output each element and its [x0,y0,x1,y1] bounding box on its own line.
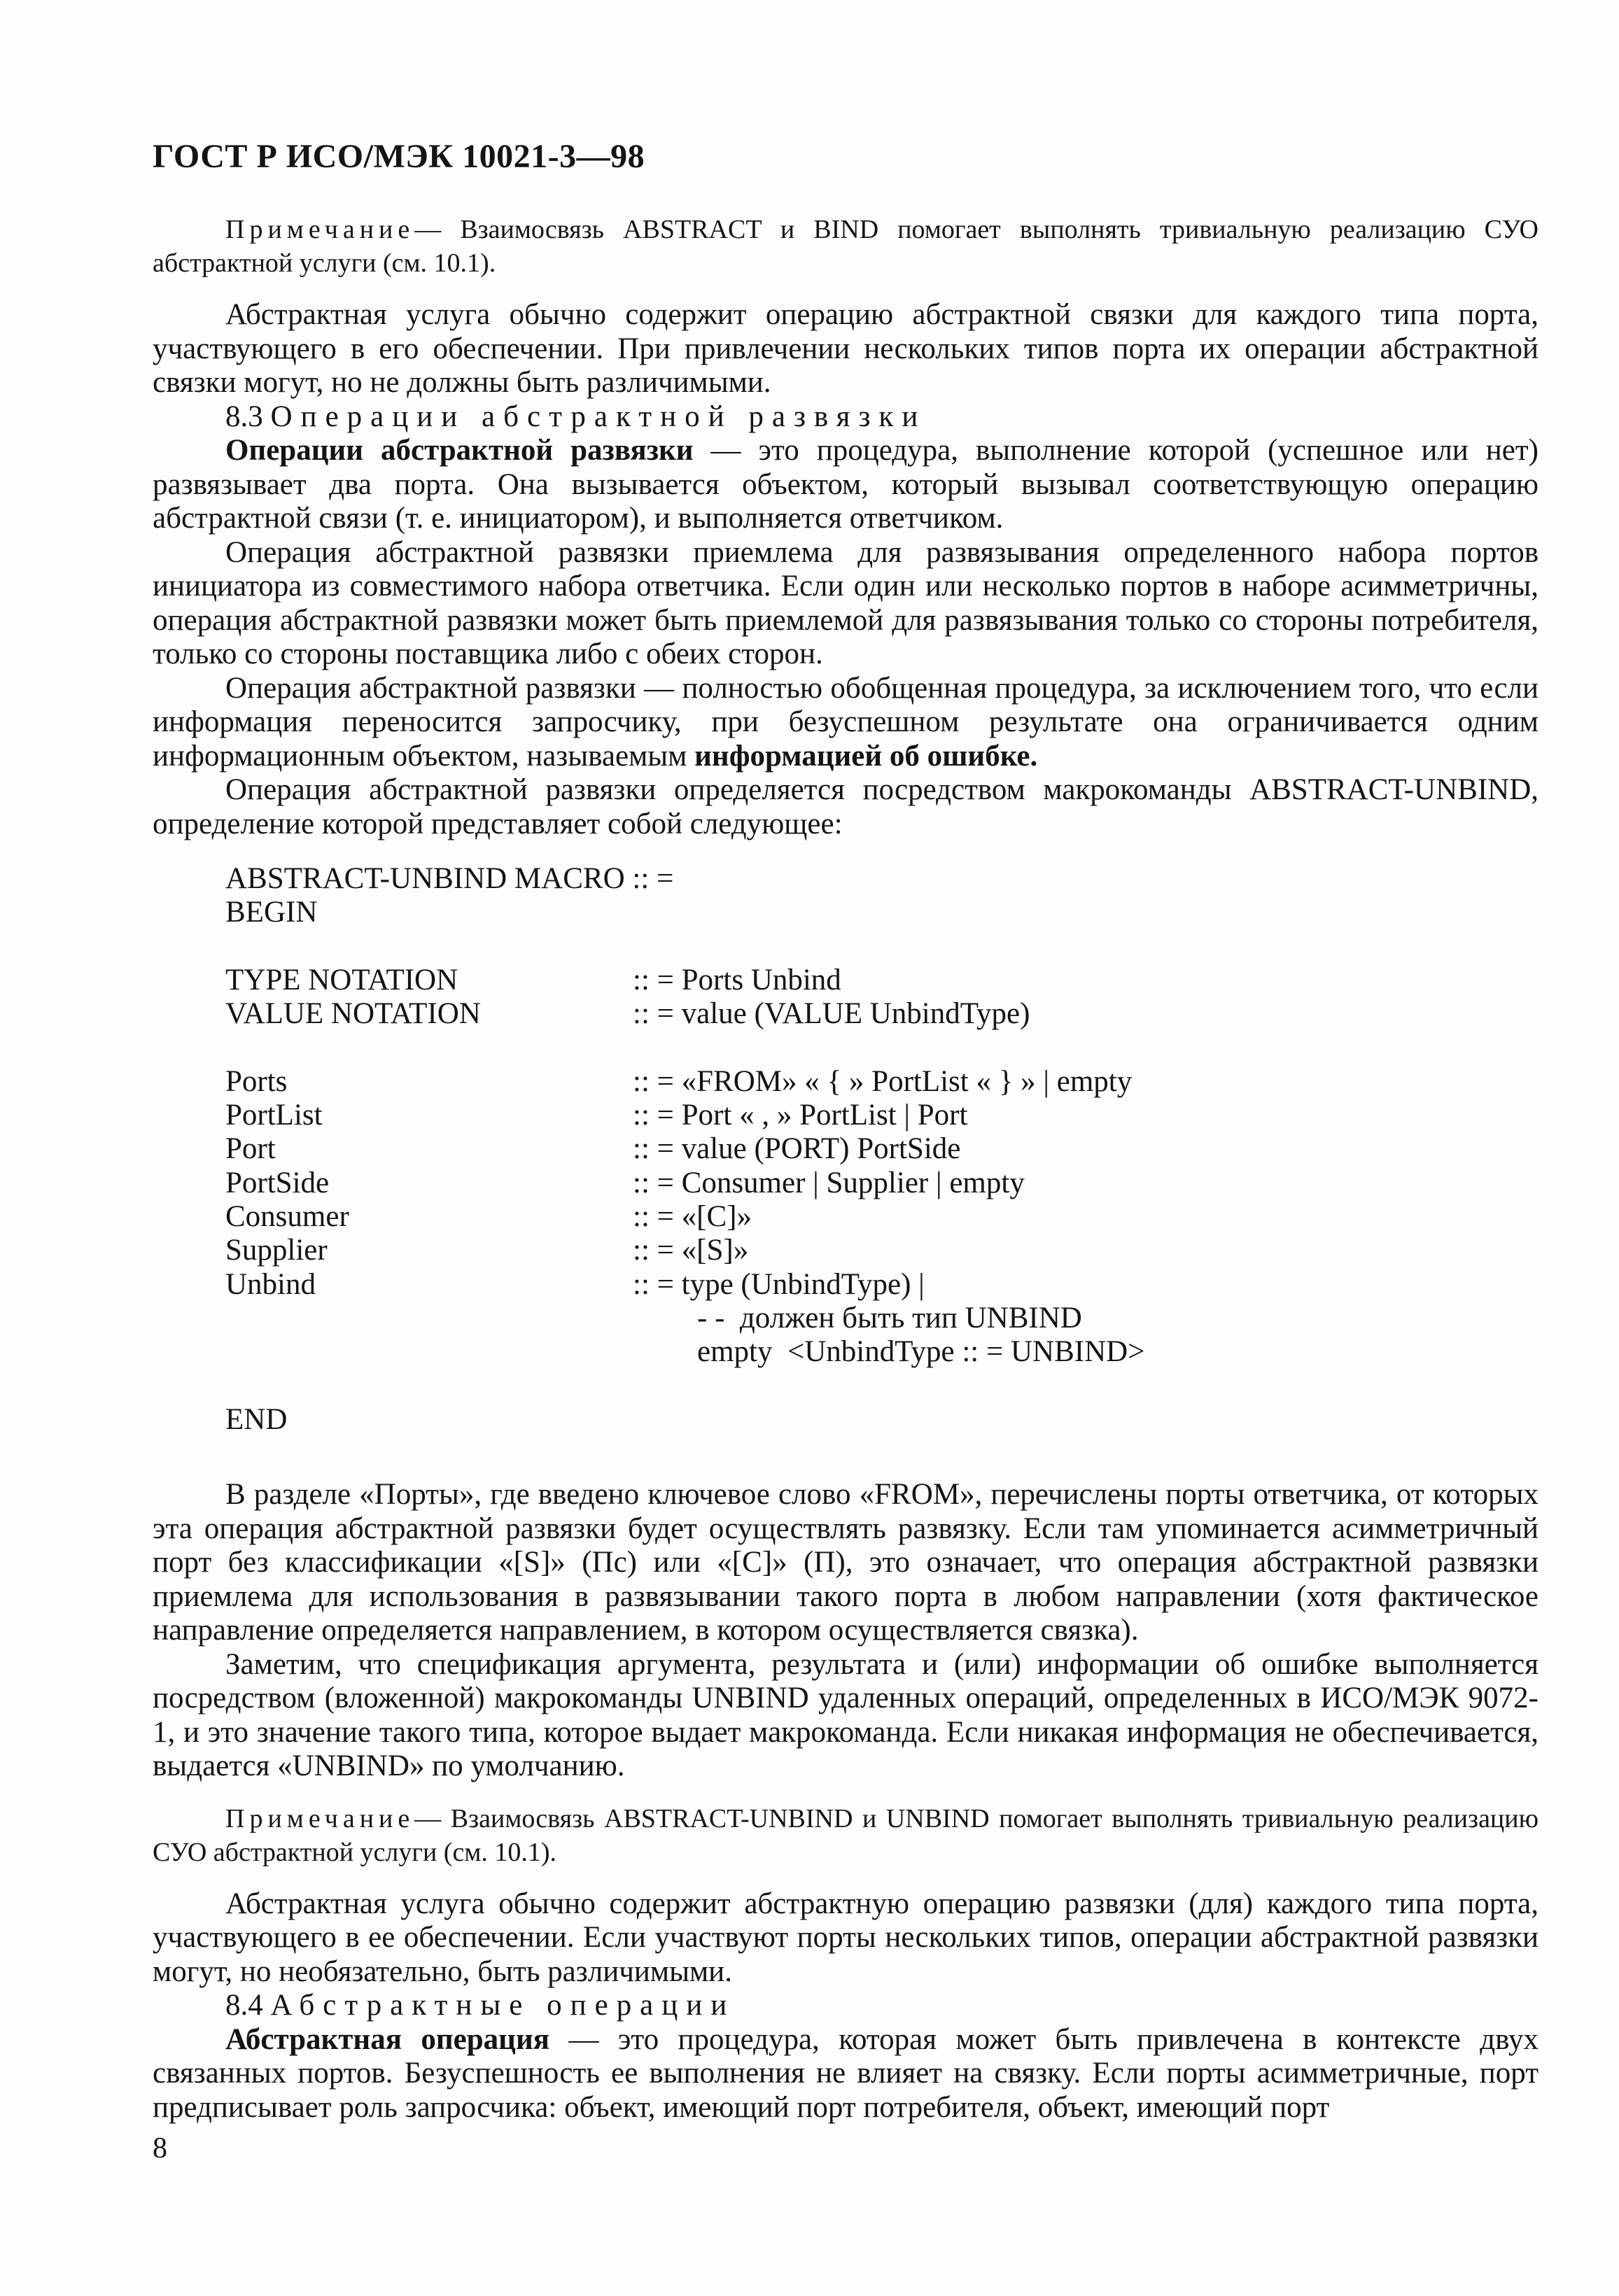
macro-label: Port [225,1132,276,1166]
macro-row [225,1099,1345,1132]
macro-end [225,1403,1345,1437]
term-abstract-operation: Абстрактная операция [225,2022,549,2056]
macro-label: PortList [225,1099,323,1132]
paragraph-4-text: Операция абстрактной развязки — полностью обобщенная процедура, за исключением того, что если информация переносится запросчику, при безуспешном результате она ограничивается одним информационным объектом, называемым [153,671,1539,773]
paragraph-1: Абстрактная услуга обычно содержит операцию абстрактной связки для каждого типа порта, участвующего в его обеспечении. При привлечении нескольких типов порта их операции абстрактной связки могут, но не должны быть различимыми. [153,298,1539,399]
macro-end-text: END [225,1402,288,1436]
macro-label: Supplier [225,1234,328,1267]
section-number: 8.4 [225,1989,263,2022]
macro-row [225,964,1345,997]
section-title: Операции абстрактной развязки [270,400,927,433]
macro-continuation [225,1335,1345,1369]
macro-comment: - - должен быть тип UNBIND [697,1301,1082,1334]
macro-row [225,1200,1345,1234]
paragraph-9 [153,2023,1539,2125]
macro-row [225,1167,1345,1200]
paragraph-8: Абстрактная услуга обычно содержит абстрактную операцию развязки (для) каждого типа порта, участвующего в ее обеспечении. Если участвуют порты нескольких типов, операции абстрактной развязки могут, но необязательно, быть различимыми. [153,1887,1539,1988]
macro-value: :: = «FROM» « { » PortList « } » | empty [633,1064,1133,1098]
macro-head-1-text: ABSTRACT-UNBIND MACRO :: = [225,862,674,895]
page-number: 8 [153,2132,167,2164]
paragraph-2 [153,434,1539,536]
paragraph-5: Операция абстрактной развязки определяется посредством макрокоманды ABSTRACT-UNBIND, определение которой представляет собой следующее: [153,773,1539,840]
macro-row [225,1132,1345,1166]
macro-value: :: = value (PORT) PortSide [633,1132,961,1166]
macro-head-1 [225,862,1345,896]
text-block-2 [153,1478,1539,2125]
note-1 [153,213,1539,280]
macro-label-empty [225,1335,633,1369]
paragraph-6: В разделе «Порты», где введено ключевое слово «FROM», перечислены порты ответчика, от которых эта операция абстрактной развязки будет осуществлять развязку. Если там упоминается асимметричный порт без классификации «[S]» (Пс) или «[C]» (П), это означает, что операция абстрактной развязки приемлема для использования в развязывании такого порта в любом направлении (хотя фактическое направление определяется направлением, в котором осуществляется связка). [153,1478,1539,1647]
macro-value: :: = «[S]» [633,1234,749,1267]
macro-value: :: = «[C]» [633,1199,752,1233]
section-title: Абстрактные операции [270,1989,736,2022]
macro-definition [225,862,1345,1437]
paragraph-9-text: — это процедура, которая может быть привлечена в контексте двух связанных портов. Безуспешность ее выполнения не влияет на связку. Если порты асимметричные, порт предписывает роль запросчика: объект, имеющий порт потребителя, объект, имеющий порт [153,2022,1539,2124]
note-1-text: — Взаимосвязь ABSTRACT и BIND помогает выполнять тривиальную реализацию СУО абстрактной услуги (см. 10.1). [153,215,1539,278]
term-error-info: информацией об ошибке. [694,739,1038,773]
macro-head-2-text: BEGIN [225,896,318,929]
macro-label: Unbind [225,1267,316,1301]
paragraph-4 [153,672,1539,774]
term-unbind-operations: Операции абстрактной развязки [225,434,694,467]
note-1-label: Примечание [225,215,415,244]
macro-value: :: = Port « , » PortList | Port [633,1099,968,1132]
paragraph-2-text: — это процедура, выполнение которой (успешное или нет) развязывает два порта. Она вызывается объектом, который вызывал соответствующую операцию абстрактной связи (т. е. инициатором), и выполняется ответчиком. [153,434,1539,535]
macro-row [225,997,1345,1031]
section-heading-8-3 [153,400,1539,435]
macro-value: empty <UnbindType :: = UNBIND> [697,1335,1145,1369]
macro-label: VALUE NOTATION [225,997,481,1031]
paragraph-3: Операция абстрактной развязки приемлема для развязывания определенного набора портов инициатора из совместимого набора ответчика. Если один или несколько портов в наборе асимметричны, операция абстрактной развязки может быть приемлемой для развязывания только со стороны потребителя, только со стороны поставщика либо с обеих сторон. [153,535,1539,670]
macro-value: :: = Ports Unbind [633,963,841,996]
macro-value: :: = Consumer | Supplier | empty [633,1166,1025,1199]
macro-row [225,1234,1345,1267]
macro-label: PortSide [225,1166,330,1199]
text-block-1 [153,213,1539,841]
macro-continuation [225,1302,1345,1335]
page-header: ГОСТ Р ИСО/МЭК 10021-3—98 [153,138,645,175]
macro-label-empty [225,1302,633,1335]
macro-spacer [225,1031,1345,1064]
macro-head-2 [225,896,1345,929]
note-2 [153,1802,1539,1869]
macro-row [225,1268,1345,1302]
macro-label: Consumer [225,1199,349,1233]
paragraph-7: Заметим, что спецификация аргумента, результата и (или) информации об ошибке выполняется посредством (вложенной) макрокоманды UNBIND удаленных операций, определенных в ИСО/МЭК 9072-1, и это значение такого типа, которое выдает макрокоманда. Если никакая информация не обеспечивается, выдается «UNBIND» по умолчанию. [153,1647,1539,1782]
note-2-text: — Взаимосвязь ABSTRACT-UNBIND и UNBIND помогает выполнять тривиальную реализацию СУО абстрактной услуги (см. 10.1). [153,1803,1539,1867]
macro-value: :: = type (UnbindType) | [633,1267,925,1301]
macro-label: Ports [225,1064,288,1098]
section-number: 8.3 [225,400,263,433]
macro-value: :: = value (VALUE UnbindType) [633,997,1030,1031]
macro-row [225,1065,1345,1099]
section-heading-8-4 [153,1989,1539,2023]
macro-spacer [225,1369,1345,1402]
note-2-label: Примечание [225,1803,415,1833]
macro-label: TYPE NOTATION [225,963,458,996]
macro-spacer [225,930,1345,964]
